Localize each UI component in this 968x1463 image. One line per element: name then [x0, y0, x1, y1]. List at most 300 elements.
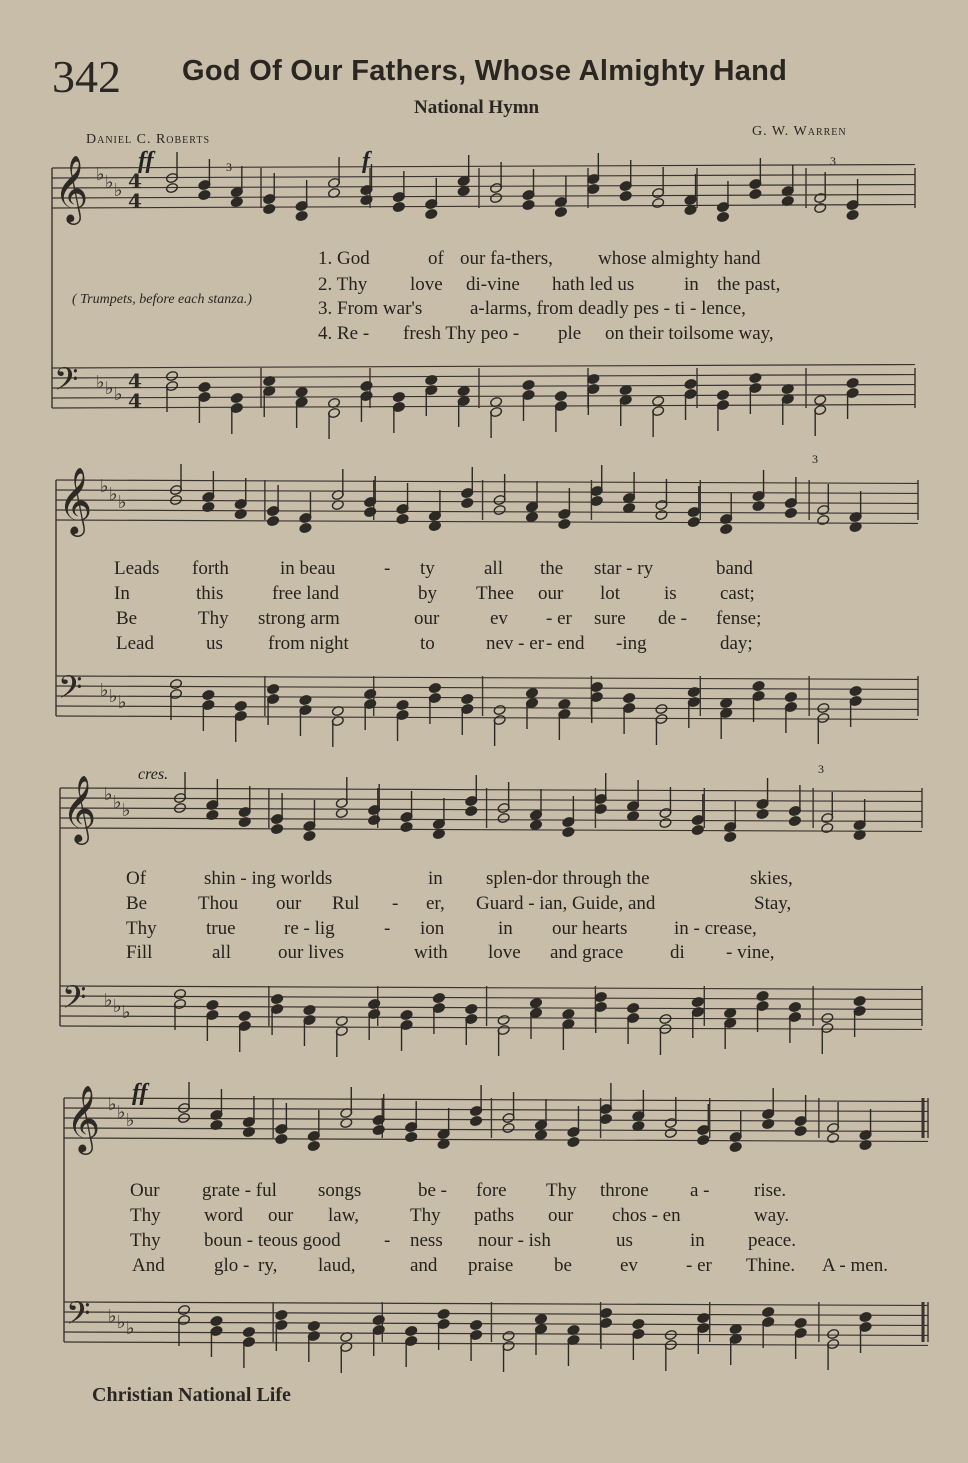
dynamic-cres: cres. — [138, 766, 169, 783]
note-head — [275, 1133, 288, 1144]
triplet-mark: 3 — [818, 762, 824, 776]
note-head — [814, 394, 827, 405]
flat-icon: ♭ — [105, 378, 114, 399]
lyric-syllable: er, — [426, 893, 445, 914]
lyric-syllable: all — [212, 942, 231, 963]
flat-icon: ♭ — [117, 1312, 126, 1333]
note-head — [307, 1140, 320, 1151]
note-head — [664, 1127, 677, 1138]
flat-icon: ♭ — [104, 784, 113, 805]
treble-clef-icon: 𝄞 — [58, 466, 93, 534]
lyric-syllable: our hearts — [552, 918, 628, 939]
lyric-syllable: cast; — [720, 583, 755, 604]
note-head — [230, 196, 243, 207]
author-credit: Daniel C. Roberts — [86, 132, 211, 147]
flat-icon: ♭ — [108, 1094, 117, 1115]
note-head — [202, 689, 215, 700]
note-head — [534, 1313, 547, 1324]
lyric-syllable: Thy — [546, 1180, 577, 1201]
lyric-syllable: the — [540, 558, 564, 579]
flat-icon: ♭ — [109, 484, 118, 505]
bass-clef-icon: 𝄢 — [66, 1295, 91, 1339]
lyric-syllable: us — [616, 1230, 633, 1251]
note-head — [697, 1134, 710, 1145]
lyric-syllable: star - ry — [594, 558, 654, 579]
note-head — [493, 504, 506, 515]
dynamic-ff: ff — [138, 148, 154, 174]
note-head — [554, 390, 567, 401]
lyric-syllable: nev - er — [486, 633, 545, 654]
lyric-syllable: Thy — [126, 918, 157, 939]
lyric-syllable: to — [420, 633, 435, 654]
note-head — [437, 1308, 450, 1319]
note-head — [594, 991, 607, 1002]
bass-staff-line — [64, 1342, 928, 1345]
lyric-syllable: di-vine — [466, 274, 520, 295]
note-head — [562, 826, 575, 837]
note-head — [461, 497, 474, 508]
time-signature: 4 — [128, 389, 142, 413]
note-head — [295, 210, 308, 221]
note-head — [368, 814, 381, 825]
note-head — [497, 812, 510, 823]
note-head — [522, 379, 535, 390]
note-head — [558, 518, 571, 529]
note-head — [784, 507, 797, 518]
lyric-syllable: grate - ful — [202, 1180, 277, 1201]
note-head — [846, 377, 859, 388]
note-head — [234, 700, 247, 711]
bass-staff-line — [64, 1302, 928, 1305]
lyric-syllable: - er — [686, 1255, 712, 1276]
note-head — [242, 1126, 255, 1137]
lyric-syllable: in — [428, 868, 443, 889]
note-head — [295, 386, 308, 397]
lyric-syllable: chos - en — [612, 1205, 681, 1226]
treble-staff-line — [56, 480, 918, 483]
note-head — [859, 1311, 872, 1322]
lyric-syllable: paths — [474, 1205, 515, 1226]
lyric-syllable: - — [384, 1230, 391, 1251]
bass-staff-line — [52, 365, 915, 368]
note-head — [659, 817, 672, 828]
note-head — [405, 1325, 418, 1336]
note-head — [303, 1004, 316, 1015]
note-head — [752, 500, 765, 511]
lyric-syllable: ple — [558, 323, 582, 344]
treble-clef-icon: 𝄞 — [54, 154, 89, 222]
lyric-syllable: and — [410, 1255, 438, 1276]
note-head — [502, 1122, 515, 1133]
flat-icon: ♭ — [114, 180, 123, 201]
lyric-syllable: our — [548, 1205, 574, 1226]
note-head — [749, 188, 762, 199]
treble-staff-line — [64, 1098, 928, 1101]
lyric-syllable: throne — [600, 1180, 649, 1201]
lyric-syllable: ty — [420, 558, 435, 579]
note-head — [392, 201, 405, 212]
note-head — [788, 1001, 801, 1012]
lyric-syllable: ion — [420, 918, 445, 939]
note-head — [275, 1309, 288, 1320]
note-head — [632, 1318, 645, 1329]
lyric-syllable: ness — [410, 1230, 443, 1251]
note-head — [594, 803, 607, 814]
treble-staff-line — [64, 1108, 928, 1111]
lyric-syllable: di — [670, 942, 685, 963]
lyric-syllable: re - lig — [284, 918, 335, 939]
lyric-syllable: ev — [620, 1255, 638, 1276]
flat-icon: ♭ — [122, 800, 131, 821]
bass-staff-line — [60, 986, 922, 989]
note-head — [497, 1014, 510, 1025]
bass-staff-line — [64, 1312, 928, 1315]
note-head — [173, 988, 186, 999]
lyric-syllable: our fa-thers, — [460, 248, 553, 269]
note-head — [817, 514, 830, 525]
flat-icon: ♭ — [126, 1318, 135, 1339]
lyric-syllable: in - crease, — [674, 918, 757, 939]
note-head — [271, 823, 284, 834]
note-head — [263, 203, 276, 214]
hymn-number: 342 — [52, 51, 121, 102]
note-head — [794, 1125, 807, 1136]
note-head — [756, 808, 769, 819]
lyric-syllable: the past, — [717, 274, 781, 295]
triplet-mark: 3 — [812, 452, 818, 466]
note-head — [493, 704, 506, 715]
lyric-syllable: lot — [600, 583, 621, 604]
note-head — [198, 189, 211, 200]
lyric-syllable: sure — [594, 608, 626, 629]
note-head — [652, 395, 665, 406]
flat-icon: ♭ — [96, 372, 105, 393]
lyric-syllable: Stay, — [754, 893, 792, 914]
bass-clef-icon: 𝄢 — [62, 979, 87, 1023]
lyric-syllable: all — [484, 558, 503, 579]
lyric-syllable: peace. — [748, 1230, 796, 1251]
treble-staff-line — [60, 788, 922, 791]
bass-staff-line — [60, 1026, 922, 1029]
note-head — [307, 1320, 320, 1331]
lyric-syllable: our — [538, 583, 564, 604]
lyric-syllable: splen-dor through the — [486, 868, 650, 889]
lyric-syllable: boun - teous good — [204, 1230, 341, 1251]
triplet-mark: 3 — [830, 154, 836, 168]
lyric-syllable: in — [690, 1230, 705, 1251]
time-signature: 4 — [128, 169, 142, 193]
lyric-syllable: by — [418, 583, 437, 604]
lyric-syllable: word — [204, 1205, 244, 1226]
note-head — [716, 389, 729, 400]
lyric-syllable: love — [410, 274, 443, 295]
lyric-syllable: Our — [130, 1180, 160, 1201]
note-head — [169, 678, 182, 689]
note-head — [821, 1012, 834, 1023]
treble-staff-line — [52, 165, 915, 168]
note-head — [853, 995, 866, 1006]
lyric-syllable: - — [384, 918, 391, 939]
note-head — [400, 821, 413, 832]
note-head — [756, 990, 769, 1001]
lyric-syllable: - — [384, 558, 391, 579]
note-head — [821, 822, 834, 833]
note-head — [490, 192, 503, 203]
lyric-syllable: Rul — [332, 893, 360, 914]
lyric-syllable: rise. — [754, 1180, 787, 1201]
note-head — [465, 1003, 478, 1014]
flat-icon: ♭ — [104, 990, 113, 1011]
note-head — [762, 1306, 775, 1317]
lyric-syllable: Thy — [130, 1230, 161, 1251]
note-head — [554, 206, 567, 217]
lyric-syllable: Thou — [198, 893, 239, 914]
note-head — [206, 999, 219, 1010]
lyric-syllable: strong arm — [258, 608, 340, 629]
note-head — [623, 692, 636, 703]
lyric-syllable: our — [414, 608, 440, 629]
flat-icon: ♭ — [118, 692, 127, 713]
note-head — [432, 992, 445, 1003]
lyric-syllable: and grace — [550, 942, 624, 963]
flat-icon: ♭ — [114, 384, 123, 405]
lyric-syllable: way. — [754, 1205, 790, 1226]
note-head — [299, 522, 312, 533]
flat-icon: ♭ — [122, 1002, 131, 1023]
time-signature: 4 — [128, 369, 142, 393]
flat-icon: ♭ — [96, 164, 105, 185]
lyric-syllable: is — [664, 583, 677, 604]
lyric-syllable: with — [414, 942, 448, 963]
lyric-syllable: - er — [546, 608, 572, 629]
lyric-syllable: praise — [468, 1255, 514, 1276]
lyric-syllable: band — [716, 558, 753, 579]
bass-staff-line — [56, 686, 918, 689]
note-head — [364, 506, 377, 517]
flat-icon: ♭ — [108, 1306, 117, 1327]
note-head — [177, 1304, 190, 1315]
treble-staff-line — [56, 520, 918, 523]
lyric-syllable: ev — [490, 608, 508, 629]
note-head — [752, 680, 765, 691]
lyric-syllable: ry, — [258, 1255, 278, 1276]
bass-clef-icon: 𝄢 — [58, 669, 83, 713]
treble-staff-line — [52, 175, 915, 178]
dynamic-f: f — [362, 148, 370, 174]
note-head — [762, 1118, 775, 1129]
lyric-syllable: of — [428, 248, 444, 269]
lyric-syllable: this — [196, 583, 224, 604]
note-head — [299, 694, 312, 705]
note-head — [794, 1317, 807, 1328]
note-head — [619, 190, 632, 201]
lyric-syllable: fense; — [716, 608, 762, 629]
note-head — [590, 681, 603, 692]
page-footer: Christian National Life — [92, 1384, 291, 1406]
note-head — [502, 1330, 515, 1341]
note-head — [587, 183, 600, 194]
lyric-syllable: skies, — [750, 868, 793, 889]
note-head — [627, 1002, 640, 1013]
lyric-syllable: 3. From war's — [318, 298, 423, 319]
lyric-syllable: Thy — [198, 608, 229, 629]
flat-icon: ♭ — [113, 996, 122, 1017]
lyric-syllable: from night — [268, 633, 349, 654]
treble-clef-icon: 𝄞 — [66, 1084, 101, 1152]
flat-icon: ♭ — [113, 792, 122, 813]
lyric-syllable: Lead — [116, 633, 154, 654]
lyric-syllable: in — [684, 274, 699, 295]
lyric-syllable: Fill — [126, 942, 153, 963]
lyric-syllable: A - men. — [822, 1255, 888, 1276]
treble-staff-line — [60, 798, 922, 801]
lyric-syllable: a-larms, from deadly pes - ti - lence, — [470, 298, 746, 319]
lyric-syllable: in — [498, 918, 513, 939]
note-head — [198, 381, 211, 392]
triplet-mark: 3 — [226, 160, 232, 174]
note-head — [827, 1328, 840, 1339]
note-head — [303, 830, 316, 841]
bass-staff-line — [56, 676, 918, 679]
treble-staff-line — [64, 1138, 928, 1141]
lyric-syllable: be — [554, 1255, 572, 1276]
treble-staff-line — [56, 490, 918, 493]
note-head — [814, 202, 827, 213]
lyric-syllable: love — [488, 942, 521, 963]
note-head — [788, 815, 801, 826]
note-head — [846, 209, 859, 220]
note-head — [534, 1129, 547, 1140]
note-head — [230, 392, 243, 403]
flat-icon: ♭ — [118, 492, 127, 513]
flat-icon: ♭ — [117, 1102, 126, 1123]
lyric-syllable: Be — [116, 608, 138, 629]
note-head — [368, 998, 381, 1009]
lyric-syllable: law, — [328, 1205, 359, 1226]
lyric-syllable: laud, — [318, 1255, 356, 1276]
note-head — [267, 683, 280, 694]
lyric-syllable: 2. Thy — [318, 274, 368, 295]
bass-staff-line — [52, 405, 915, 408]
note-head — [457, 385, 470, 396]
note-head — [470, 1115, 483, 1126]
note-head — [749, 372, 762, 383]
lyric-syllable: true — [206, 918, 236, 939]
lyric-syllable: Thee — [476, 583, 514, 604]
note-head — [525, 687, 538, 698]
note-head — [360, 380, 373, 391]
hymn-title: God Of Our Fathers, Whose Almighty Hand — [182, 55, 788, 87]
lyric-syllable: our — [276, 893, 302, 914]
note-head — [525, 511, 538, 522]
note-head — [400, 1009, 413, 1020]
lyric-syllable: day; — [720, 633, 753, 654]
note-head — [729, 1141, 742, 1152]
note-head — [724, 831, 737, 842]
composer-credit: G. W. Warren — [752, 124, 847, 139]
bass-clef-icon: 𝄢 — [54, 361, 79, 405]
lyric-syllable: be - — [418, 1180, 448, 1201]
lyric-syllable: songs — [318, 1180, 362, 1201]
note-head — [238, 816, 251, 827]
lyric-syllable: free land — [272, 583, 339, 604]
note-head — [716, 211, 729, 222]
note-head — [529, 997, 542, 1008]
note-head — [392, 391, 405, 402]
note-head — [234, 508, 247, 519]
note-head — [684, 378, 697, 389]
note-head — [470, 1319, 483, 1330]
note-head — [242, 1326, 255, 1337]
note-head — [425, 208, 438, 219]
treble-staff-line — [60, 828, 922, 831]
note-head — [396, 699, 409, 710]
note-head — [238, 1010, 251, 1021]
note-head — [396, 513, 409, 524]
lyric-syllable: in beau — [280, 558, 336, 579]
note-head — [210, 1315, 223, 1326]
note-head — [784, 691, 797, 702]
treble-clef-icon: 𝄞 — [62, 774, 97, 842]
lyric-syllable: Leads — [114, 558, 160, 579]
note-head — [405, 1131, 418, 1142]
note-head — [372, 1124, 385, 1135]
note-head — [457, 185, 470, 196]
time-signature: 4 — [128, 189, 142, 213]
note-head — [267, 515, 280, 526]
note-head — [590, 495, 603, 506]
lyric-syllable: fore — [476, 1180, 507, 1201]
note-head — [720, 523, 733, 534]
lyric-syllable: us — [206, 633, 223, 654]
trumpet-instruction: ( Trumpets, before each stanza.) — [72, 292, 252, 307]
note-head — [364, 688, 377, 699]
note-head — [587, 373, 600, 384]
flat-icon: ♭ — [109, 686, 118, 707]
lyric-syllable: Thy — [130, 1205, 161, 1226]
lyric-syllable: In — [114, 583, 130, 604]
lyric-syllable: - — [392, 893, 399, 914]
lyric-syllable: a - — [690, 1180, 710, 1201]
bass-staff-line — [60, 996, 922, 999]
note-head — [428, 682, 441, 693]
flat-icon: ♭ — [126, 1110, 135, 1131]
tune-name: National Hymn — [414, 97, 540, 118]
note-head — [567, 1136, 580, 1147]
note-head — [655, 509, 668, 520]
note-head — [817, 702, 830, 713]
lyric-syllable: - end — [546, 633, 585, 654]
note-head — [687, 516, 700, 527]
note-head — [652, 197, 665, 208]
note-head — [522, 199, 535, 210]
lyric-syllable: shin - ing worlds — [204, 868, 333, 889]
lyric-syllable: fresh Thy peo - — [403, 323, 520, 344]
lyric-syllable: Of — [126, 868, 147, 889]
lyric-syllable: on their toilsome way, — [605, 323, 774, 344]
note-head — [599, 1113, 612, 1124]
lyric-syllable: 1. God — [318, 248, 370, 269]
dynamic-ff-final: ff — [132, 1080, 148, 1106]
note-head — [691, 824, 704, 835]
lyric-syllable: our — [268, 1205, 294, 1226]
bass-staff-line — [52, 375, 915, 378]
note-head — [271, 993, 284, 1004]
lyric-syllable: Thy — [410, 1205, 441, 1226]
lyric-syllable: And — [132, 1255, 165, 1276]
lyric-syllable: hath led us — [552, 274, 635, 295]
lyric-syllable: de - — [658, 608, 688, 629]
